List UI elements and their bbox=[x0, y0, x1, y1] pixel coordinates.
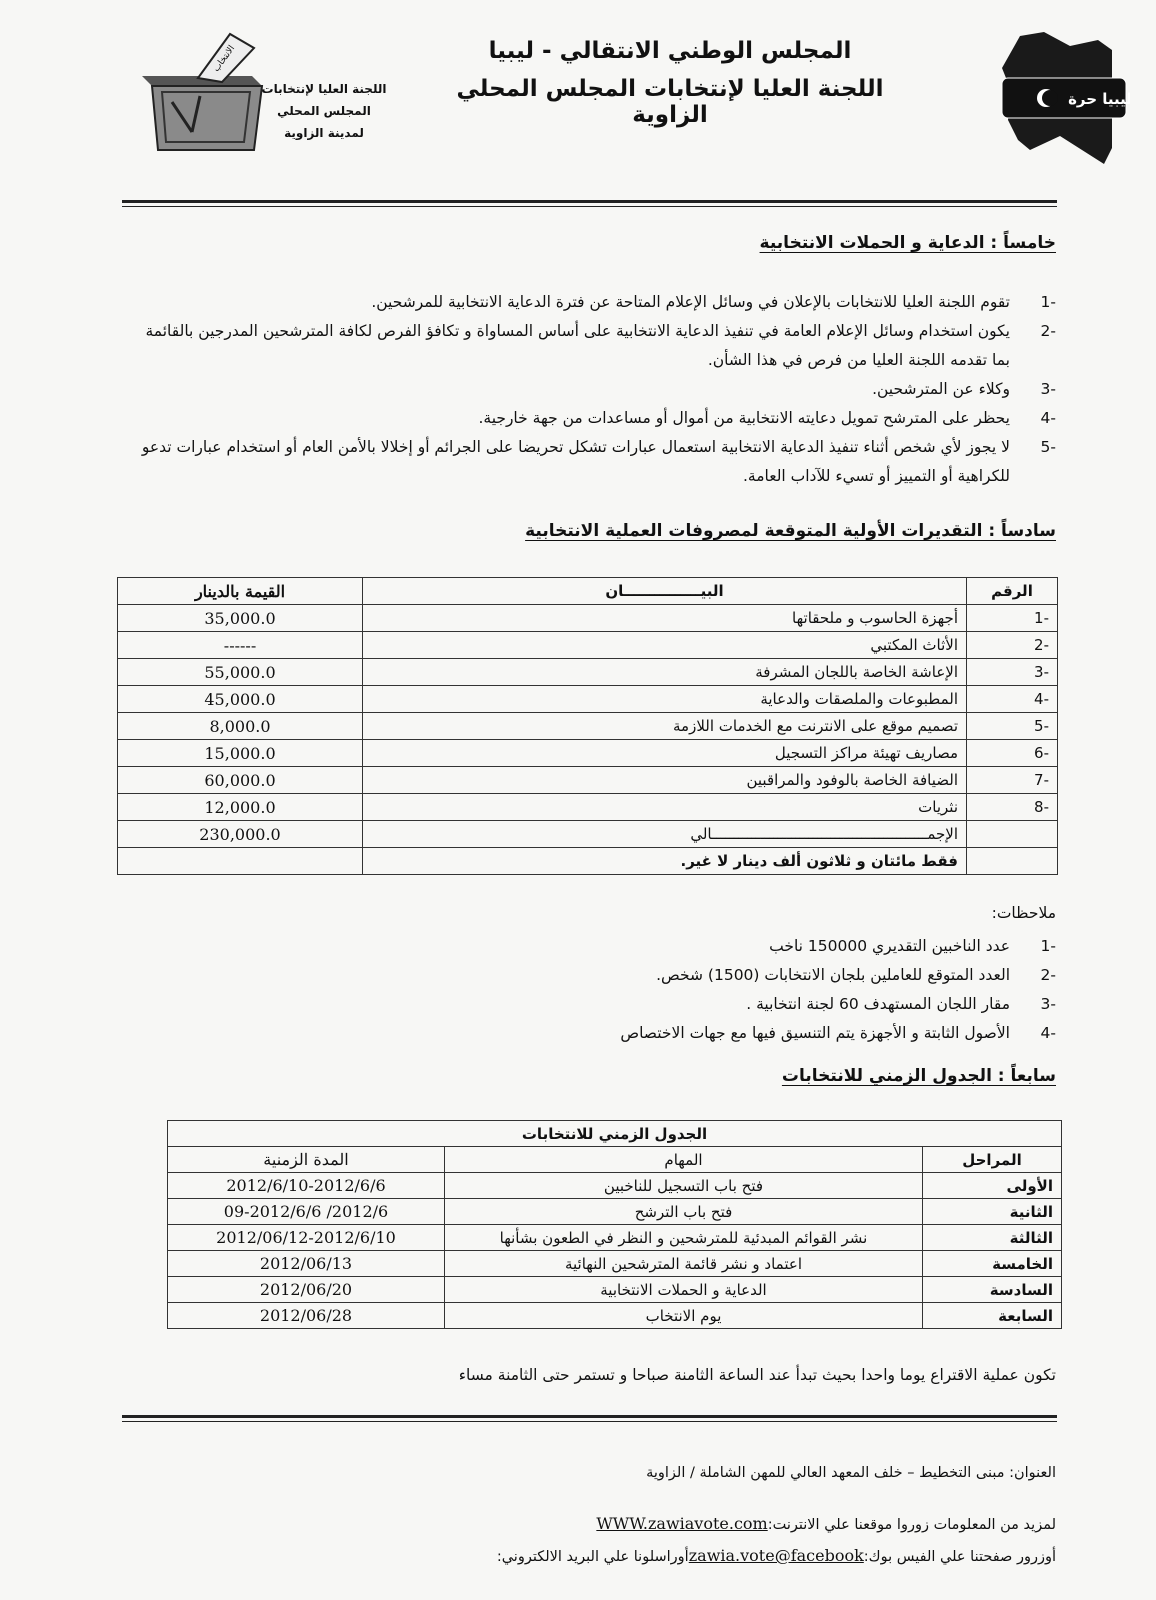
list-item: -4 الأصول الثابتة و الأجهزة يتم التنسيق فيها مع جهات الاختصاص bbox=[620, 1024, 1056, 1042]
list-item: -5 لا يجوز لأي شخص أثناء تنفيذ الدعاية الانتخابية استعمال عبارات تشكل تحريضا على الجرائم أو إخلالا بالأمن العام أو استخدام عبارات تدعو للكراهية أو التمييز أو تسيء للآداب العامة. bbox=[141, 438, 1056, 485]
email-prefix: أوراسلونا علي البريد الالكتروني: bbox=[496, 1549, 689, 1565]
col-header-stage: المراحل bbox=[923, 1147, 1062, 1173]
col-header-task: المهام bbox=[445, 1147, 923, 1173]
list-item: -1 عدد الناخبين التقديري 150000 ناخب bbox=[769, 937, 1056, 955]
budget-table bbox=[117, 577, 1058, 875]
committee-logo-text bbox=[258, 78, 390, 144]
facebook-prefix: أوزرور صفحتنا علي الفيس بوك: bbox=[863, 1549, 1056, 1565]
table-row: -7 الضيافة الخاصة بالوفود والمراقبين 60,000.0 bbox=[118, 767, 1058, 794]
table-row: -3 الإعاشة الخاصة باللجان المشرفة 55,000.0 bbox=[118, 659, 1058, 686]
table-title-row bbox=[168, 1121, 1062, 1147]
section5-list bbox=[126, 288, 1056, 491]
table-row: الخامسة اعتماد و نشر قائمة المترشحين النهائية 2012/06/13 bbox=[168, 1251, 1062, 1277]
table-row: الأولى فتح باب التسجيل للناخبين 2012/6/10-2012/6/6 bbox=[168, 1173, 1062, 1199]
table-row: الثانية فتح باب الترشح 2012/6/ 09-2012/6/6 bbox=[168, 1199, 1062, 1225]
section7-heading: سابعاً : الجدول الزمني للانتخابات bbox=[781, 1066, 1056, 1086]
table-row: -4 المطبوعات والملصقات والدعاية 45,000.0 bbox=[118, 686, 1058, 713]
section6-heading: سادساً : التقديرات الأولية المتوقعة لمصروفات العملية الانتخابية bbox=[525, 521, 1056, 541]
facebook-line bbox=[497, 1546, 1056, 1565]
website-link[interactable]: WWW.zawiavote.com bbox=[596, 1514, 768, 1533]
table-row: -8 نثريات 12,000.0 bbox=[118, 794, 1058, 821]
list-item: -4 يحظر على المترشح تمويل دعايته الانتخابية من أموال أو مساعدات من جهة خارجية. bbox=[478, 409, 1056, 427]
col-header-period: المدة الزمنية bbox=[168, 1147, 445, 1173]
website-prefix: لمزيد من المعلومات زوروا موقعنا علي الانترنت: bbox=[767, 1517, 1056, 1533]
list-item: -1 تقوم اللجنة العليا للانتخابات بالإعلان في وسائل الإعلام المتاحة عن فترة الدعاية الانتخابية للمرشحين. bbox=[371, 293, 1056, 311]
list-item: -2 يكون استخدام وسائل الإعلام العامة في تنفيذ الدعاية الانتخابية على أساس المساواة و تكافؤ الفرص لكافة المترشحين المدرجين بالقائمة بما تقدمه اللجنة العليا من فرص في هذا الشأن. bbox=[145, 322, 1056, 369]
table-row: الثالثة نشر القوائم المبدئية للمترشحين و النظر في الطعون بشأنها 2012/06/12-2012/6/10 bbox=[168, 1225, 1062, 1251]
facebook-link[interactable]: zawia.vote@facebook bbox=[688, 1546, 864, 1565]
col-header-value: القيمة بالدينار bbox=[118, 578, 363, 605]
document-subtitle: اللجنة العليا لإنتخابات المجلس المحلي الزاوية bbox=[456, 76, 884, 128]
table-row: السابعة يوم الانتخاب 2012/06/28 bbox=[168, 1303, 1062, 1329]
libya-map-logo bbox=[1000, 28, 1130, 168]
list-item: -3 مقار اللجان المستهدف 60 لجنة انتخابية . bbox=[746, 995, 1056, 1013]
table-row: السادسة الدعاية و الحملات الانتخابية 2012/06/20 bbox=[168, 1277, 1062, 1303]
table-row: -1 أجهزة الحاسوب و ملحقاتها 35,000.0 bbox=[118, 605, 1058, 632]
col-header-no: الرقم bbox=[967, 578, 1058, 605]
schedule-table bbox=[167, 1120, 1062, 1329]
list-item: -2 العدد المتوقع للعاملين بلجان الانتخابات (1500) شخص. bbox=[656, 966, 1056, 984]
schedule-table-title: الجدول الزمني للانتخابات bbox=[168, 1121, 1062, 1147]
map-logo-text: ليبيا حرة bbox=[1068, 90, 1130, 108]
footer-divider bbox=[122, 1415, 1057, 1422]
committee-logo-line: المجلس المحلي bbox=[277, 104, 371, 118]
table-row: -2 الأثاث المكتبي ------ bbox=[118, 632, 1058, 659]
address: العنوان: مبنى التخطيط – خلف المعهد العالي للمهن الشاملة / الزاوية bbox=[646, 1465, 1056, 1481]
notes-label: ملاحظات: bbox=[991, 904, 1056, 922]
table-row: -6 مصاريف تهيئة مراكز التسجيل 15,000.0 bbox=[118, 740, 1058, 767]
col-header-item: البيـــــــــــــــان bbox=[363, 578, 967, 605]
committee-logo-line: لمدينة الزاوية bbox=[284, 126, 364, 140]
ballot-card-text: الانتخاب bbox=[211, 43, 238, 74]
website-line bbox=[596, 1514, 1056, 1533]
table-row: -5 تصميم موقع على الانترنت مع الخدمات اللازمة 8,000.0 bbox=[118, 713, 1058, 740]
document-title: المجلس الوطني الانتقالي - ليبيا bbox=[488, 38, 852, 64]
voting-note: تكون عملية الاقتراع يوما واحدا بحيث تبدأ عند الساعة الثامنة صباحا و تستمر حتى الثامنة مساء bbox=[458, 1366, 1056, 1384]
total-row bbox=[118, 821, 1058, 848]
table-header-row bbox=[168, 1147, 1062, 1173]
list-item: -3 وكلاء عن المترشحين. bbox=[872, 380, 1056, 398]
committee-logo-line: اللجنة العليا لإنتخابات bbox=[261, 82, 387, 96]
header-divider bbox=[122, 200, 1057, 207]
notes-list bbox=[126, 932, 1056, 1048]
total-words: فقط مائتان و ثلاثون ألف دينار لا غير. bbox=[363, 848, 967, 875]
table-header-row bbox=[118, 578, 1058, 605]
section5-heading: خامساً : الدعاية و الحملات الانتخابية bbox=[759, 233, 1056, 253]
total-value: 230,000.0 bbox=[118, 821, 363, 848]
total-words-row bbox=[118, 848, 1058, 875]
total-label: الإجمـــــــــــــــــــــــــــــــــــــــــــــــــالي bbox=[363, 821, 967, 848]
